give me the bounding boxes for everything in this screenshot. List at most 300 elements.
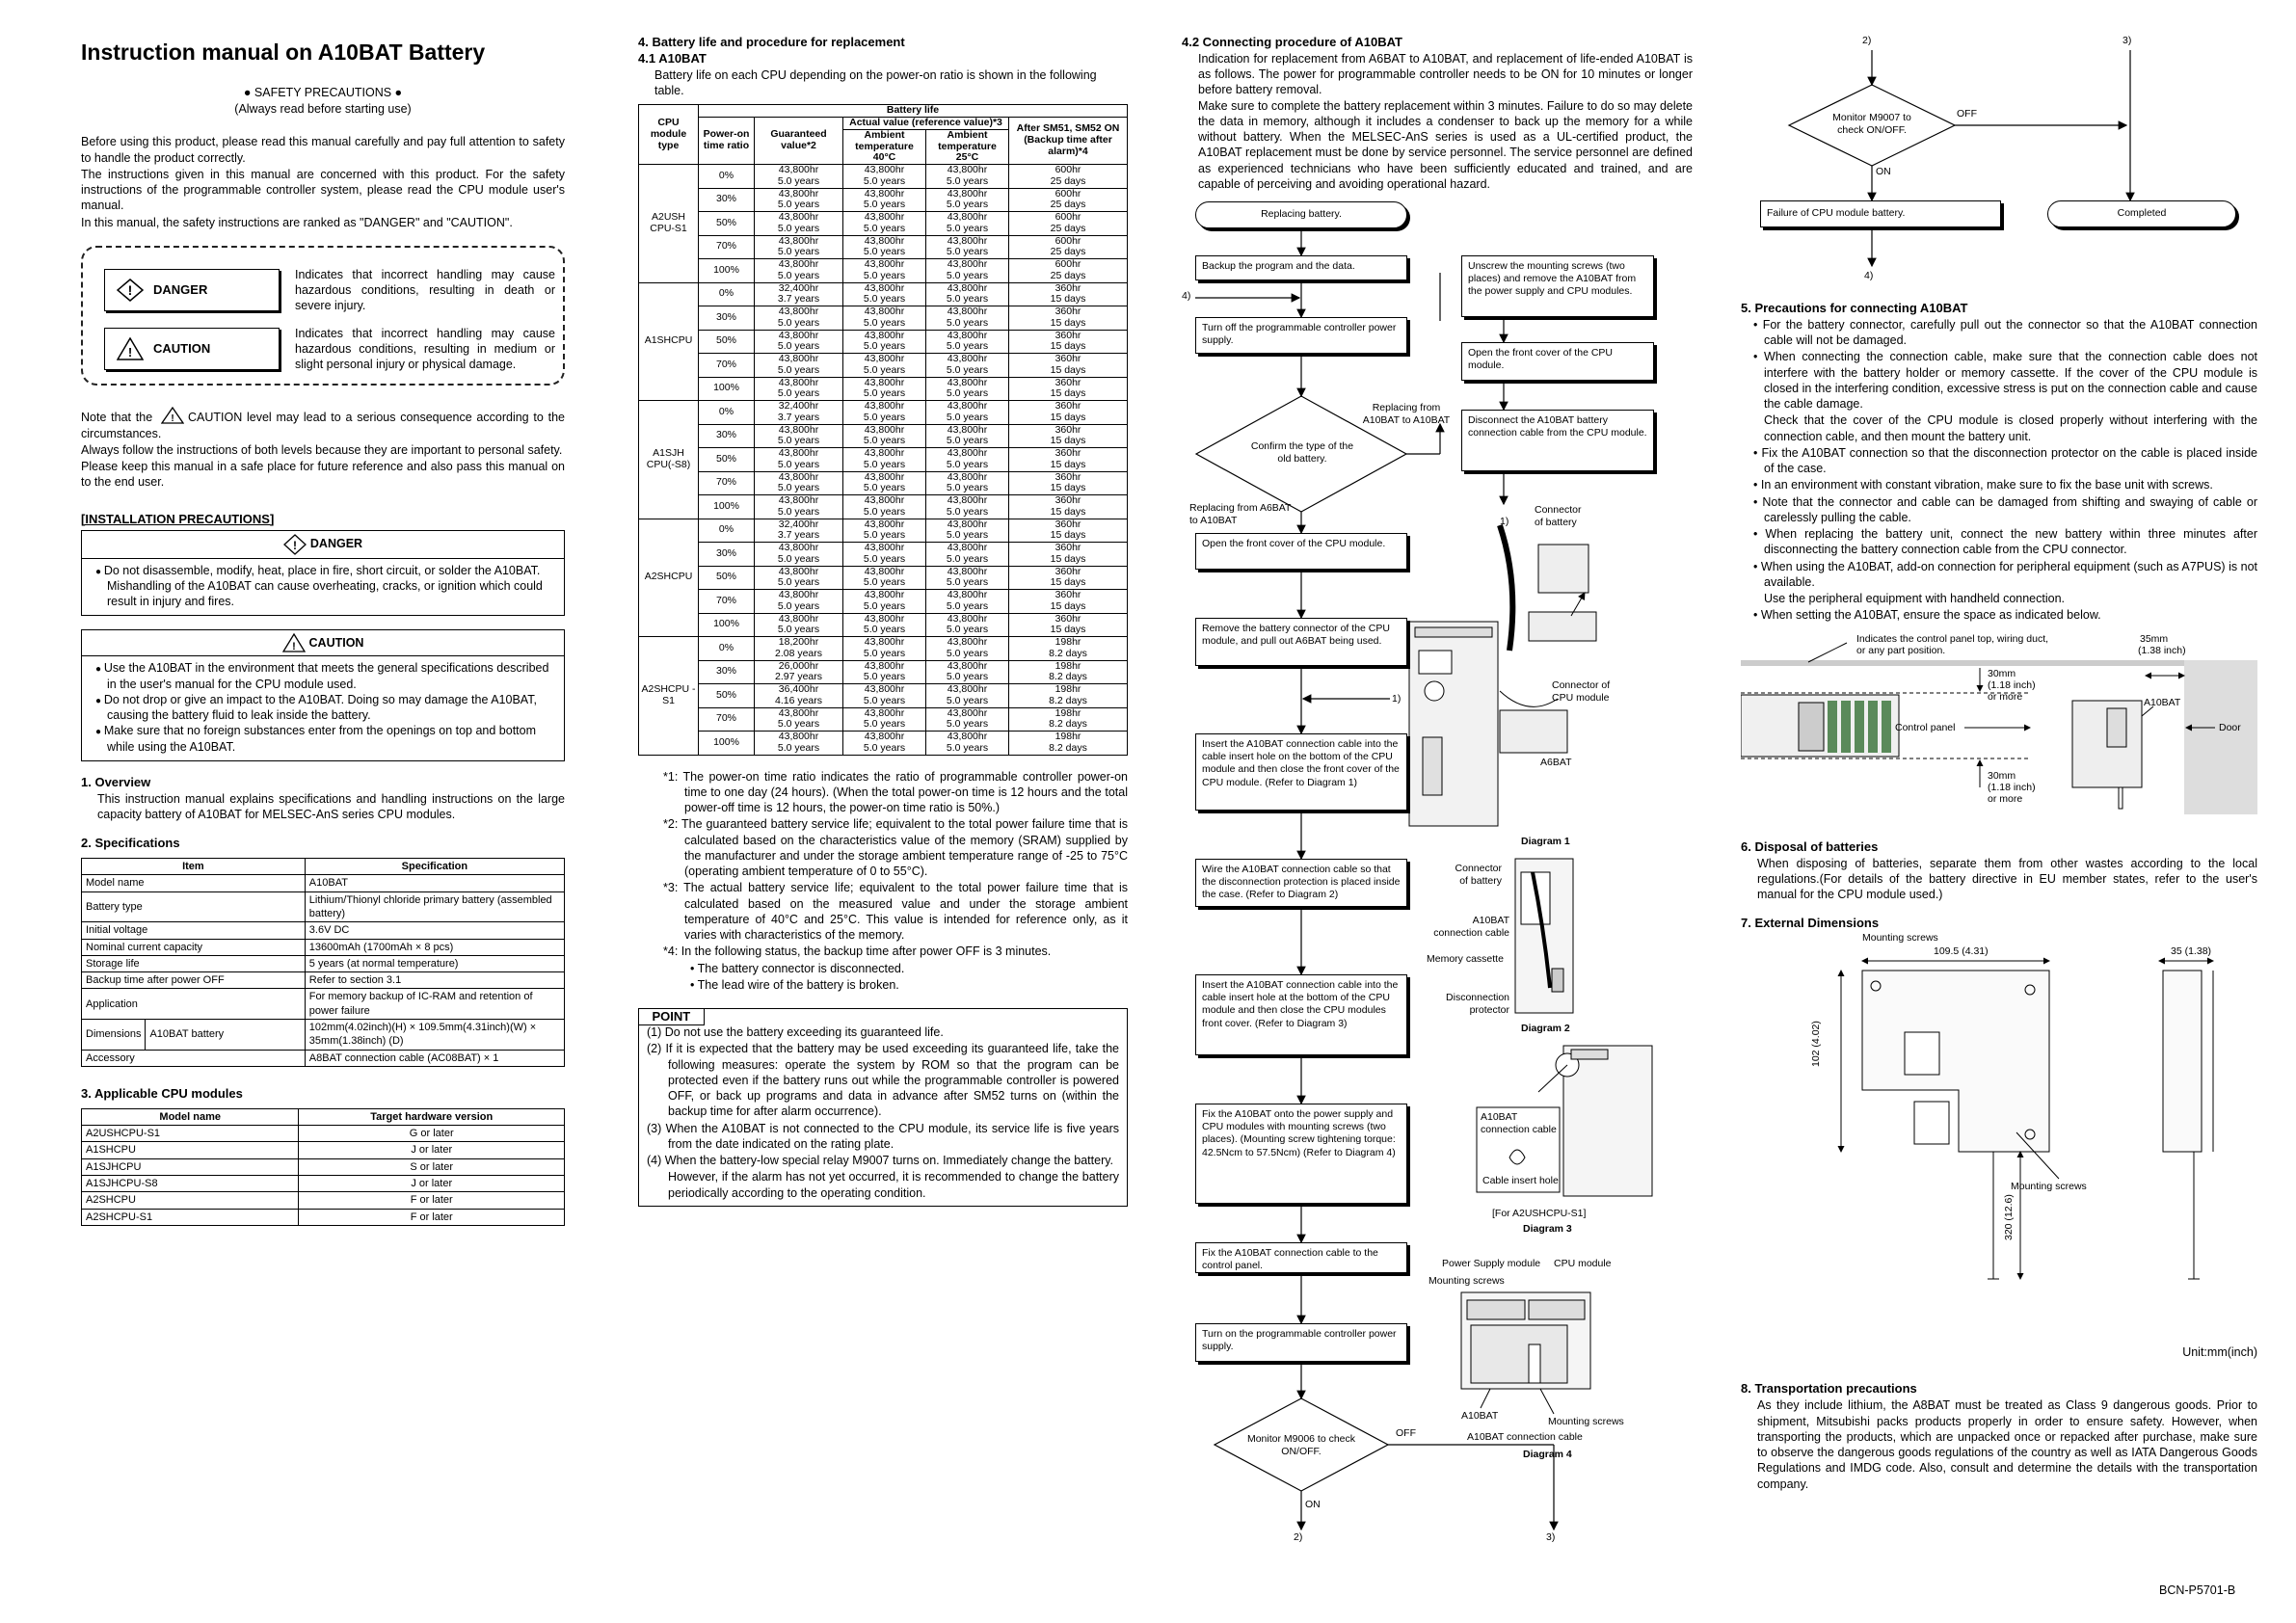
- bat-cell: 43,800hr: [926, 212, 1009, 224]
- bat-col-cpu: CPU module type: [639, 105, 699, 165]
- flow-ref-1a: 1): [1500, 516, 1509, 528]
- prec-list: [1741, 317, 2257, 624]
- transport-heading: 8. Transportation precautions: [1741, 1381, 1917, 1397]
- bat-cpu-type: A2USH CPU-S1: [639, 165, 699, 283]
- bat-cell: 360hr: [1009, 519, 1128, 530]
- bat-cell: 43,800hr: [755, 354, 843, 365]
- caution-label: CAUTION: [153, 340, 211, 356]
- transport-text: As they include lithium, the A8BAT must be treated as Class 9 dangerous goods. Prior to shipment, Mitsubishi packs products properly in order to ensure safety. However, when transporting the products, which are unpacked once or repacked after purchase, make sure to observe the dangerous goods regulations of the country as well as IATA Dangerous Goods Regulations and IMDG code. Also, consult and determine the details with the transportation company.: [1757, 1398, 2257, 1491]
- bat-cell: 30%: [699, 660, 755, 684]
- prec-item: • Note that the connector and cable can be damaged from shifting and swaying of cable or carelessly pulling the cable.: [1750, 494, 2257, 526]
- specs-dim-sub: A10BAT battery: [146, 1020, 305, 1051]
- d3-for: [For A2USHCPU-S1]: [1492, 1208, 1587, 1220]
- safety-note-3: Please keep this manual in a safe place for future reference and also pass this manual on to the end user.: [81, 460, 565, 490]
- bat-cell: 5.0 years: [755, 554, 843, 566]
- flow-ref-4: 4): [1182, 290, 1191, 303]
- flow-ref-2: 2): [1294, 1531, 1303, 1544]
- bat-cell: 43,800hr: [843, 590, 926, 601]
- bat-cell: 43,800hr: [926, 660, 1009, 672]
- bat-cell: 32,400hr: [755, 401, 843, 412]
- bat-cell: 8.2 days: [1009, 696, 1128, 707]
- svg-text:!: !: [127, 345, 133, 360]
- cpu-table: [81, 1108, 565, 1226]
- bat-cell: 43,800hr: [926, 684, 1009, 696]
- bat-cell: 5.0 years: [926, 649, 1009, 660]
- d3-hole: Cable insert hole: [1482, 1175, 1559, 1187]
- bat-cell: 32,400hr: [755, 519, 843, 530]
- danger-level-row: [104, 267, 555, 314]
- d1-conn-cpu: Connector of CPU module: [1552, 679, 1611, 704]
- bat-cell: 5.0 years: [843, 341, 926, 353]
- life-note-1: *1: The power-on time ratio indicates the ratio of programmable controller power-on time to one day (24 hours). (When the total power-on time is 12 hours and the total power-off time is 12 hours, the power-on time ratio is 50%.): [663, 769, 1128, 815]
- bat-cell: 43,800hr: [843, 188, 926, 200]
- prec-item: • For the battery connector, carefully pull out the connector so that the A10BAT connection cable will not be damaged.: [1750, 317, 2257, 349]
- install-danger-body: [81, 558, 565, 617]
- bat-cell: 198hr: [1009, 637, 1128, 649]
- bat-cell: 43,800hr: [843, 330, 926, 341]
- bat-cell: 43,800hr: [843, 684, 926, 696]
- cpu-version: J or later: [299, 1176, 565, 1192]
- bat-cell: 43,800hr: [926, 471, 1009, 483]
- bat-cell: 43,800hr: [755, 330, 843, 341]
- fig-30mm-top-inch: (1.18 inch): [1988, 678, 2036, 691]
- d4-mounting-screws: Mounting screws: [1428, 1275, 1505, 1288]
- flow2-off: OFF: [1957, 108, 1977, 120]
- svg-text:!: !: [127, 282, 133, 299]
- bat-cell: 2.97 years: [755, 672, 843, 683]
- cpu-version: F or later: [299, 1192, 565, 1209]
- bat-cell: 360hr: [1009, 424, 1128, 436]
- specs-acc-label: Accessory: [82, 1050, 306, 1066]
- proc-text: Indication for replacement from A6BAT to A10BAT, and replacement of life-ended A10BAT is as follows. The power for programmable controller needs to be ON for 10 minutes or longer before battery removal. Make sure to complete the battery replacement within 3 minutes. Failure to do so may delete the data in memory, although it includes a condenser to back up the memory for a while without battery. When the MELSEC-AnS series is used as a UL-certified product, the A10BAT replacement must be done by service personnel. The service personnel are defined as experienced technicians who have been sufficiently educated and trained, and are capable of perceiving and avoiding operational hazard.: [1198, 51, 1693, 191]
- bat-cell: 0%: [699, 519, 755, 543]
- bat-cell: 43,800hr: [926, 637, 1009, 649]
- bat-cell: 15 days: [1009, 554, 1128, 566]
- bat-cell: 43,800hr: [926, 732, 1009, 743]
- fig-door: Door: [2219, 721, 2241, 733]
- svg-text:!: !: [291, 641, 296, 653]
- flow2-completed: [2047, 200, 2236, 227]
- flow-ref-3: 3): [1546, 1531, 1556, 1544]
- specs-item: Storage life: [82, 955, 306, 971]
- bat-cell: 8.2 days: [1009, 743, 1128, 755]
- bat-cell: 100%: [699, 613, 755, 637]
- bat-cell: 43,800hr: [843, 543, 926, 554]
- bat-cell: 43,800hr: [843, 660, 926, 672]
- flow2-monitor-m9007: Monitor M9007 to check ON/OFF.: [1832, 112, 1911, 136]
- life-note-4-b1-text: The battery connector is disconnected.: [697, 961, 905, 975]
- bat-cell: 0%: [699, 637, 755, 661]
- bat-cell: 43,800hr: [755, 471, 843, 483]
- life-note-4-b1: • The battery connector is disconnected.: [690, 961, 905, 975]
- column-2: [638, 35, 1128, 1207]
- point-item-4: (4) When the battery-low special relay M9007 turns on. Immediately change the battery.: [647, 1154, 1114, 1168]
- flow-wire-cable: Wire the A10BAT connection cable so that the disconnection protection is placed inside the case. (Refer to Diagram 2): [1195, 859, 1407, 907]
- bat-cell: 43,800hr: [926, 401, 1009, 412]
- safety-heading: ● SAFETY PRECAUTIONS ●: [243, 85, 403, 99]
- bat-cell: 26,000hr: [755, 660, 843, 672]
- cpu-row: [82, 1192, 565, 1209]
- bat-cell: 15 days: [1009, 483, 1128, 494]
- bat-cell: 18,200hr: [755, 637, 843, 649]
- bat-cell: 15 days: [1009, 507, 1128, 519]
- flow-open-cover-2: Open the front cover of the CPU module.: [1461, 342, 1654, 381]
- caution-note-post: CAUTION level may lead to a serious consequence according to the circumstances.: [81, 411, 565, 440]
- column-1: [81, 35, 565, 1226]
- flow2-ref-3: 3): [2122, 35, 2132, 46]
- install-danger-item: ● Do not disassemble, modify, heat, place in fire, short circuit, or solder the A10BAT.: [93, 563, 552, 578]
- specs-item: Backup time after power OFF: [82, 972, 306, 989]
- bat-cell: 360hr: [1009, 282, 1128, 294]
- replacement-flowchart: [1182, 198, 1693, 1547]
- bat-cell: 43,800hr: [843, 306, 926, 318]
- bat-cell: 43,800hr: [926, 519, 1009, 530]
- life-note-4-b2-text: The lead wire of the battery is broken.: [697, 977, 899, 992]
- prec-heading: 5. Precautions for connecting A10BAT: [1741, 301, 1968, 315]
- install-caution-item: ● Do not drop or give an impact to the A10BAT. Doing so may damage the A10BAT, causing the battery fluid to leak inside the battery.: [93, 692, 552, 724]
- safety-note-2: Always follow the instructions of both levels because they are important to personal safety.: [81, 442, 563, 457]
- bat-cell: 43,800hr: [926, 354, 1009, 365]
- cpu-model: A2SHCPU-S1: [82, 1209, 299, 1225]
- bat-cell: 43,800hr: [755, 566, 843, 577]
- bat-cell: 0%: [699, 282, 755, 306]
- overview-heading: 1. Overview: [81, 774, 151, 789]
- bat-row: [639, 212, 1128, 224]
- bat-cell: 43,800hr: [926, 188, 1009, 200]
- specs-row: [82, 955, 565, 971]
- svg-text:!: !: [171, 413, 174, 425]
- flow-power-on: Turn on the programmable controller power supply.: [1195, 1323, 1407, 1362]
- bat-cpu-type: A2SHCPU -S1: [639, 637, 699, 756]
- bat-cell: 360hr: [1009, 566, 1128, 577]
- bat-cell: 100%: [699, 495, 755, 519]
- bat-cell: 360hr: [1009, 448, 1128, 460]
- bat-cell: 0%: [699, 401, 755, 425]
- bat-row: [639, 732, 1128, 743]
- bat-cell: 5.0 years: [843, 719, 926, 731]
- bat-cell: 43,800hr: [926, 543, 1009, 554]
- bat-cell: 5.0 years: [926, 200, 1009, 211]
- bat-cell: 43,800hr: [843, 448, 926, 460]
- flow-open-cover: Open the front cover of the CPU module.: [1195, 533, 1407, 570]
- diagram-3-caption: Diagram 3: [1523, 1223, 1572, 1236]
- bat-cell: 198hr: [1009, 684, 1128, 696]
- bat-cell: 15 days: [1009, 365, 1128, 377]
- specs-row: [82, 972, 565, 989]
- point-box: [638, 1008, 1128, 1207]
- bat-cell: 360hr: [1009, 471, 1128, 483]
- d2-protector: Disconnection protector: [1446, 992, 1509, 1016]
- bat-cell: 43,800hr: [755, 495, 843, 507]
- bat-cell: 100%: [699, 377, 755, 401]
- specs-dim-val: 102mm(4.02inch)(H) × 109.5mm(4.31inch)(W) × 35mm(1.38inch) (D): [305, 1020, 564, 1051]
- bat-cell: 0%: [699, 165, 755, 189]
- specs-item: Initial voltage: [82, 922, 306, 939]
- bat-row: [639, 165, 1128, 176]
- bat-cell: 43,800hr: [755, 259, 843, 271]
- bat-cell: 5.0 years: [755, 460, 843, 471]
- bat-cell: 32,400hr: [755, 282, 843, 294]
- bat-cell: 198hr: [1009, 660, 1128, 672]
- bat-col-life: Battery life: [699, 105, 1128, 118]
- bat-cpu-type: A2SHCPU: [639, 519, 699, 637]
- prec-item: • Fix the A10BAT connection so that the disconnection protector on the cable is placed inside of the case.: [1750, 445, 2257, 477]
- bat-cell: 15 days: [1009, 625, 1128, 636]
- specs-item: Application: [82, 989, 306, 1020]
- bat-cell: 5.0 years: [926, 388, 1009, 400]
- safety-levels-box: [81, 246, 565, 386]
- bat-cell: 43,800hr: [755, 188, 843, 200]
- bat-cell: 5.0 years: [843, 507, 926, 519]
- specs-acc-val: A8BAT connection cable (AC08BAT) × 1: [305, 1050, 564, 1066]
- flow-m9006-off: OFF: [1396, 1427, 1416, 1440]
- cpu-row: [82, 1126, 565, 1142]
- dims-drawing: [1741, 932, 2257, 1337]
- bat-cell: 5.0 years: [755, 577, 843, 589]
- bat-cell: 5.0 years: [843, 554, 926, 566]
- column-3: [1182, 35, 1693, 1547]
- install-caution-item: ● Make sure that no foreign substances enter from the openings on top and bottom while using the A10BAT.: [93, 723, 552, 755]
- flow-remove-connector: Remove the battery connector of the CPU module, and pull out A6BAT being used.: [1195, 618, 1407, 666]
- flow-fix-battery: Fix the A10BAT onto the power supply and CPU modules with mounting screws (two places). (Mounting screw tightening torque: 42.5Ncm to 57.5Ncm) (Refer to Diagram 4): [1195, 1104, 1407, 1204]
- bat-cell: 360hr: [1009, 401, 1128, 412]
- bat-cell: 360hr: [1009, 330, 1128, 341]
- column-4: [1741, 35, 2257, 1493]
- fig-control-panel: Control panel: [1895, 721, 1956, 733]
- bat-cell: 360hr: [1009, 377, 1128, 388]
- flow-insert-cable-2: Insert the A10BAT connection cable into the cable insert hole at the bottom of the CPU module and then close the CPU modules front cover. (Refer to Diagram 3): [1195, 974, 1407, 1055]
- bat-cell: 70%: [699, 235, 755, 259]
- fig-30mm-top: 30mm: [1988, 667, 2016, 679]
- bat-cell: 5.0 years: [755, 625, 843, 636]
- caution-description: Indicates that incorrect handling may cause hazardous conditions, resulting in medium or slight personal injury or physical damage.: [295, 326, 555, 372]
- bat-cell: 360hr: [1009, 590, 1128, 601]
- bat-cell: 43,800hr: [926, 377, 1009, 388]
- bat-cell: 5.0 years: [926, 672, 1009, 683]
- life-note-3: *3: The actual battery service life; equivalent to the total power failure time that is calculated based on the measured value and under the storage ambient temperature of 40°C and 25°C. This value is intended for reference only, as it varies with characteristics of the memory.: [663, 881, 1128, 943]
- bat-cell: 43,800hr: [926, 424, 1009, 436]
- bat-cell: 43,800hr: [843, 259, 926, 271]
- bat-cell: 3.7 years: [755, 530, 843, 542]
- bat-cell: 5.0 years: [843, 388, 926, 400]
- bat-cell: 5.0 years: [926, 601, 1009, 613]
- fig-30mm-bot: 30mm: [1988, 769, 2016, 782]
- bat-cell: 30%: [699, 424, 755, 448]
- flow-confirm: Confirm the type of the old battery.: [1250, 440, 1354, 465]
- fig-30mm-bot-inch: (1.18 inch): [1988, 781, 2036, 793]
- fig-top-note: Indicates the control panel top, wiring duct, or any part position.: [1856, 632, 2049, 657]
- bat-cell: 5.0 years: [926, 271, 1009, 282]
- bat-cell: 15 days: [1009, 388, 1128, 400]
- bat-cell: 5.0 years: [926, 530, 1009, 542]
- bat-cell: 43,800hr: [926, 165, 1009, 176]
- bat-cell: 70%: [699, 707, 755, 732]
- specs-item: Nominal current capacity: [82, 939, 306, 955]
- install-danger-cont: Mishandling of the A10BAT can cause overheating, cracks, or ignition which could result in injury and fires.: [107, 578, 543, 609]
- bat-cell: 100%: [699, 259, 755, 283]
- dims-mounting-screws-2: Mounting screws: [2011, 1181, 2087, 1193]
- life-note-2: *2: The guaranteed battery service life; equivalent to the total power failure time that is calculated based on the characteristics value of the memory (SRAM) supplied by the manufacturer and under the storage ambient temperature range of -25 to 75°C (operating ambient temperature of 0 to 55°C).: [663, 817, 1128, 879]
- bat-row: [639, 637, 1128, 649]
- bat-cell: 100%: [699, 732, 755, 756]
- install-caution-title: CAUTION: [308, 636, 364, 651]
- flow-backup: Backup the program and the data.: [1195, 255, 1407, 280]
- bat-col-after: After SM51, SM52 ON (Backup time after alarm)*4: [1009, 118, 1128, 165]
- danger-label-box: [104, 269, 280, 311]
- bat-cell: 8.2 days: [1009, 649, 1128, 660]
- bat-cell: 43,800hr: [755, 448, 843, 460]
- bat-cell: 43,800hr: [755, 732, 843, 743]
- bat-cell: 5.0 years: [755, 200, 843, 211]
- cpu-model: A1SJHCPU: [82, 1158, 299, 1175]
- specs-heading: 2. Specifications: [81, 836, 180, 851]
- external-dimensions-figure: [1741, 932, 2257, 1337]
- cpu-heading: 3. Applicable CPU modules: [81, 1085, 243, 1101]
- bat-cell: 5.0 years: [926, 743, 1009, 755]
- specs-row: [82, 922, 565, 939]
- bat-cell: 43,800hr: [843, 707, 926, 719]
- fig-a10bat: A10BAT: [2144, 696, 2181, 708]
- bat-cell: 5.0 years: [926, 294, 1009, 306]
- bat-cell: 43,800hr: [755, 212, 843, 224]
- bat-cell: 5.0 years: [843, 530, 926, 542]
- bat-cell: 5.0 years: [926, 625, 1009, 636]
- bat-cell: 5.0 years: [843, 483, 926, 494]
- dims-height: 102 (4.02): [1810, 1021, 1822, 1068]
- specs-dim-label: Dimensions: [82, 1020, 146, 1051]
- bat-cell: 43,800hr: [926, 235, 1009, 247]
- bat-cell: 198hr: [1009, 732, 1128, 743]
- life-notes: [638, 769, 1128, 994]
- dims-width: 109.5 (4.31): [1934, 945, 1989, 958]
- bat-cell: 50%: [699, 684, 755, 708]
- bat-cell: 5.0 years: [755, 601, 843, 613]
- flow-label-a10: Replacing from A10BAT to A10BAT: [1362, 402, 1451, 426]
- bat-cell: 600hr: [1009, 212, 1128, 224]
- bat-cell: 3.7 years: [755, 412, 843, 424]
- bat-cell: 5.0 years: [755, 341, 843, 353]
- prec-item: • When setting the A10BAT, ensure the space as indicated below.: [1750, 607, 2257, 623]
- bat-cell: 5.0 years: [926, 460, 1009, 471]
- bat-cell: 15 days: [1009, 460, 1128, 471]
- bat-cell: 5.0 years: [926, 176, 1009, 188]
- flow2-ref-2: 2): [1862, 35, 1872, 46]
- install-danger-title: DANGER: [309, 537, 363, 551]
- bat-cell: 5.0 years: [843, 649, 926, 660]
- specs-value: 13600mAh (1700mAh × 8 pcs): [305, 939, 564, 955]
- bat-cell: 5.0 years: [926, 483, 1009, 494]
- bat-col-amb40: Ambient temperature 40°C: [843, 129, 926, 164]
- bat-cell: 600hr: [1009, 235, 1128, 247]
- bat-cell: 70%: [699, 471, 755, 495]
- flow-start-text: Replacing battery.: [1261, 208, 1342, 221]
- cpu-version: G or later: [299, 1126, 565, 1142]
- flow2-failure: Failure of CPU module battery.: [1760, 200, 2001, 227]
- bat-cpu-type: A1SHCPU: [639, 282, 699, 401]
- bat-cell: 5.0 years: [843, 200, 926, 211]
- dims-heading: 7. External Dimensions: [1741, 916, 1880, 931]
- bat-cell: 70%: [699, 354, 755, 378]
- life-note-4: *4: In the following status, the backup time after power OFF is 3 minutes.: [663, 945, 1052, 959]
- bat-cell: 5.0 years: [926, 247, 1009, 258]
- bat-cell: 2.08 years: [755, 649, 843, 660]
- battery-life-table: [638, 104, 1128, 755]
- bat-cell: 25 days: [1009, 200, 1128, 211]
- bat-cell: 43,800hr: [843, 495, 926, 507]
- bat-cell: 43,800hr: [755, 306, 843, 318]
- d2-memory: Memory cassette: [1427, 953, 1504, 966]
- bat-cell: 43,800hr: [755, 235, 843, 247]
- flow-fix-panel: Fix the A10BAT connection cable to the control panel.: [1195, 1242, 1407, 1273]
- bat-cell: 43,800hr: [843, 613, 926, 625]
- bat-cell: 15 days: [1009, 530, 1128, 542]
- bat-row: [639, 306, 1128, 318]
- specs-row: [82, 875, 565, 891]
- d4-power-supply: Power Supply module: [1442, 1258, 1541, 1270]
- specs-row: [82, 891, 565, 922]
- specs-col-spec: Specification: [305, 859, 564, 875]
- bat-cell: 5.0 years: [843, 743, 926, 755]
- bat-cell: 5.0 years: [843, 176, 926, 188]
- danger-label: DANGER: [153, 281, 208, 297]
- document-number: BCN-P5701-B: [2159, 1583, 2236, 1597]
- flowchart-continuation: [1741, 35, 2257, 287]
- specs-value: A10BAT: [305, 875, 564, 891]
- d2-cable: A10BAT connection cable: [1433, 915, 1509, 939]
- bat-cell: 5.0 years: [755, 365, 843, 377]
- bat-cell: 43,800hr: [843, 354, 926, 365]
- bat-cell: 25 days: [1009, 176, 1128, 188]
- life-text: Battery life on each CPU depending on the power-on ratio is shown in the following table.: [654, 67, 1097, 98]
- bat-cell: 8.2 days: [1009, 672, 1128, 683]
- cpu-model: A1SJHCPU-S8: [82, 1176, 299, 1192]
- bat-cell: 5.0 years: [926, 436, 1009, 447]
- bat-cell: 30%: [699, 543, 755, 567]
- bat-cell: 43,800hr: [843, 519, 926, 530]
- prec-item: • When replacing the battery unit, connect the new battery within three minutes after disconnecting the battery connection cable from the CPU connector.: [1750, 526, 2257, 558]
- d4-cpu: CPU module: [1554, 1258, 1612, 1270]
- bat-cell: 43,800hr: [926, 306, 1009, 318]
- bat-cell: 43,800hr: [843, 282, 926, 294]
- bat-cell: 43,800hr: [926, 259, 1009, 271]
- bat-cell: 5.0 years: [843, 696, 926, 707]
- bat-cell: 5.0 years: [755, 436, 843, 447]
- danger-description: Indicates that incorrect handling may cause hazardous conditions, resulting in death or severe injury.: [295, 267, 555, 313]
- prec-item: • When connecting the connection cable, make sure that the connection cable does not interfere with the battery holder or memory cassette. If the cover of the CPU module is closed in the interfering condition, excessive stress is put on the connection cable and cause the cable damage.: [1750, 349, 2257, 412]
- specs-value: For memory backup of IC-RAM and retention of power failure: [305, 989, 564, 1020]
- bat-cell: 30%: [699, 188, 755, 212]
- flow2-on: ON: [1876, 166, 1891, 177]
- bat-row: [639, 354, 1128, 365]
- bat-cell: 5.0 years: [843, 224, 926, 235]
- prec-item-cont-2: Use the peripheral equipment with handheld connection.: [1764, 592, 2066, 606]
- specs-value: Lithium/Thionyl chloride primary battery (assembled battery): [305, 891, 564, 922]
- bat-cell: 5.0 years: [755, 507, 843, 519]
- prec-item-cont: Check that the cover of the CPU module is closed properly without interfering with the connection cable, and then mount the battery unit.: [1764, 413, 2257, 443]
- bat-cell: 43,800hr: [755, 707, 843, 719]
- bat-cell: 5.0 years: [843, 412, 926, 424]
- specs-table: [81, 858, 565, 1067]
- flow-unscrew: Unscrew the mounting screws (two places) and remove the A10BAT from the power supply and CPU modules.: [1461, 255, 1654, 317]
- bat-cell: 5.0 years: [755, 388, 843, 400]
- clearance-figure: [1741, 633, 2257, 826]
- dims-mounting-screws-1: Mounting screws: [1862, 932, 1938, 945]
- bat-cell: 36,400hr: [755, 684, 843, 696]
- caution-header-icon: [282, 633, 306, 652]
- diagram-1-caption: Diagram 1: [1521, 836, 1570, 848]
- bat-cell: 8.2 days: [1009, 719, 1128, 731]
- safety-intro-3: In this manual, the safety instructions are ranked as "DANGER" and "CAUTION".: [81, 215, 513, 229]
